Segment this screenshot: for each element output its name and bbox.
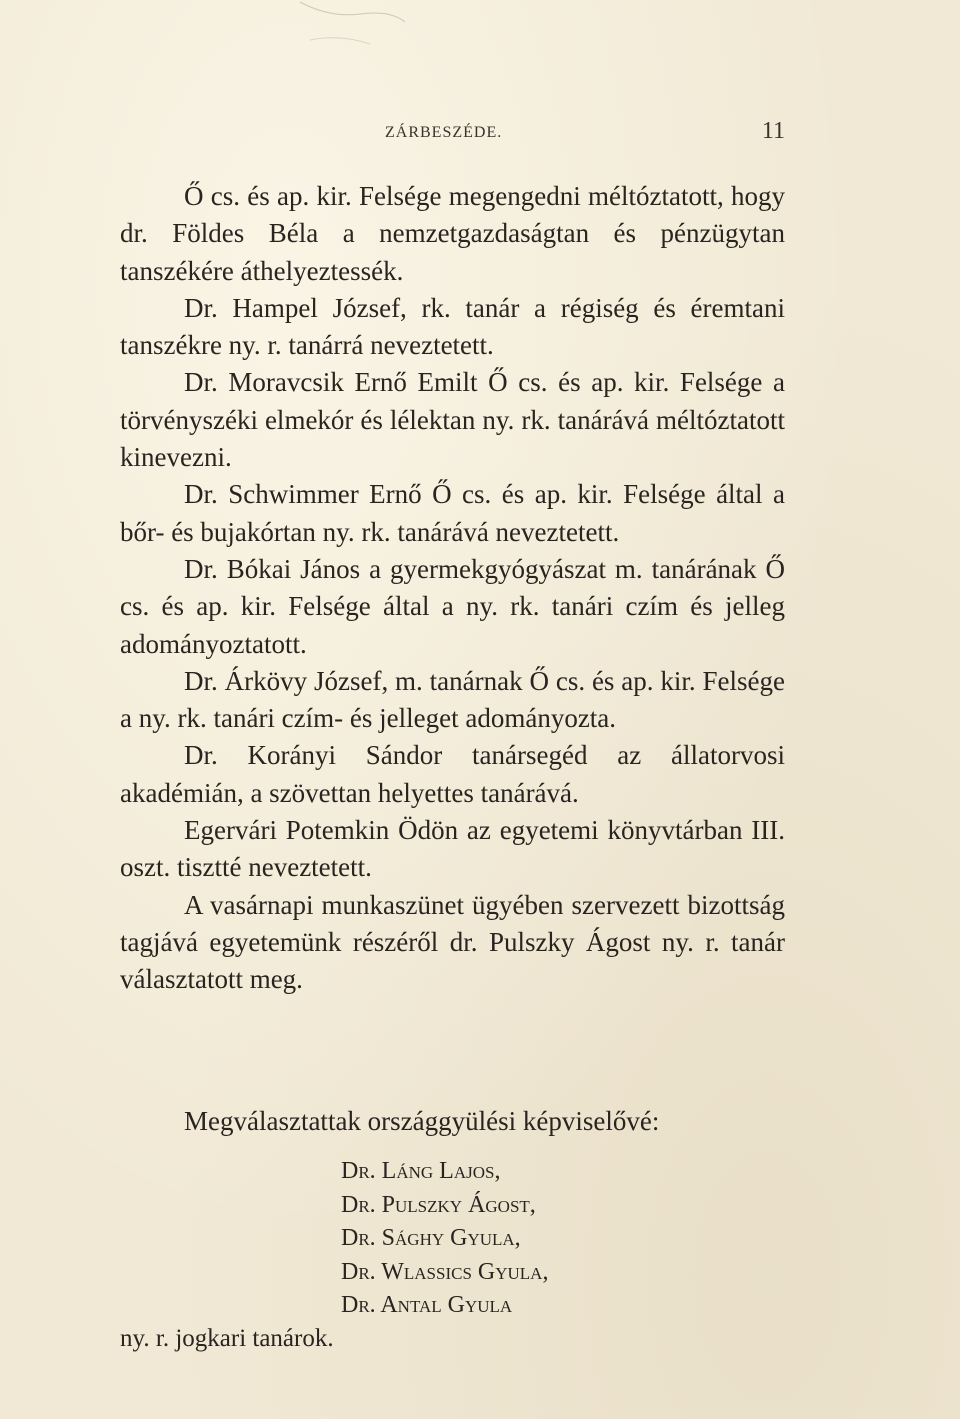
paragraph: Dr. Moravcsik Ernő Emilt Ő cs. és ap. kir. Felsége a törvényszéki elmekór és lélektan ny. rk. tanárává méltóztatott kinevezni.	[120, 367, 785, 473]
body-text	[120, 178, 785, 999]
paragraph: Dr. Árkövy József, m. tanárnak Ő cs. és ap. kir. Felsége a ny. rk. tanári czím- és jelleget adományozta.	[120, 665, 785, 734]
elected-heading: Megválasztattak országgyülési képviselővé:	[184, 1106, 660, 1136]
paragraph: Dr. Hampel József, rk. tanár a régiség és éremtani tanszékre ny. r. tanárrá neveztetett.	[120, 292, 785, 361]
paragraph: Ő cs. és ap. kir. Felsége megengedni méltóztatott, hogy dr. Földes Béla a nemzetgazdaságtan és pénzügytan tanszékére áthelyeztessék.	[120, 181, 785, 286]
paragraph: Egervári Potemkin Ödön az egyetemi könyvtárban III. oszt. tisztté neveztetett.	[120, 815, 785, 883]
page-header	[120, 118, 785, 148]
paragraph: Dr. Schwimmer Ernő Ő cs. és ap. kir. Felsége által a bőr- és bujakórtan ny. rk. tanárává neveztetett.	[120, 479, 785, 547]
list-item: Dr. Pulszky Ágost,	[341, 1191, 536, 1218]
paragraph: Dr. Bókai János a gyermekgyógyászat m. tanárának Ő cs. és ap. kir. Felsége által a ny. rk. tanári czím és jelleg adományoztatott.	[120, 553, 785, 659]
list-item: Dr. Wlassics Gyula,	[341, 1258, 549, 1285]
list-item: Dr. Antal Gyula	[341, 1292, 513, 1318]
page-number: 11	[761, 118, 785, 144]
paragraph: Dr. Korányi Sándor tanársegéd az állatorvosi akadémián, a szövettan helyettes tanárává.	[120, 740, 785, 808]
footer-note: ny. r. jogkari tanárok.	[120, 1325, 334, 1352]
list-item: Dr. Láng Lajos,	[341, 1158, 501, 1184]
paper-crease-mark	[290, 0, 410, 60]
elected-names-list	[341, 1155, 548, 1323]
paragraph: A vasárnapi munkaszünet ügyében szervezett bizottság tagjává egyetemünk részéről dr. Pulszky Ágost ny. r. tanár választatott meg.	[120, 889, 785, 995]
running-head: ZÁRBESZÉDE.	[385, 124, 503, 141]
list-item: Dr. Sághy Gyula,	[341, 1225, 521, 1251]
